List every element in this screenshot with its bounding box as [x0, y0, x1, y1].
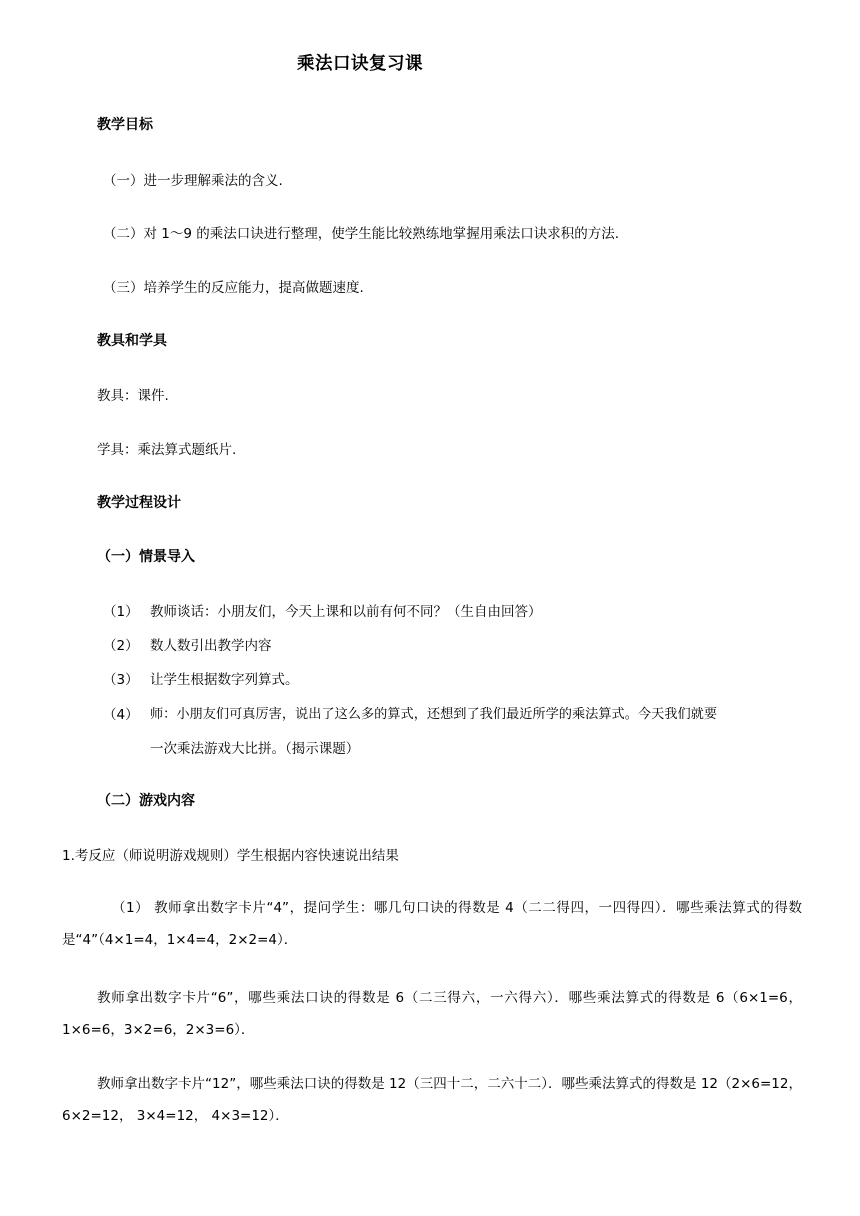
goal-item-3: （三）培养学生的反应能力，提高做题速度.: [103, 280, 364, 296]
page-title: 乘法口诀复习课: [297, 54, 423, 74]
list-item-text: 数人数引出教学内容: [150, 638, 272, 654]
game-paragraph-2: 教师拿出数字卡片“6”，哪些乘法口诀的得数是 6（二三得六，一六得六）．哪些乘法算式的得数是 6（6×1=6，1×6=6，3×2=6，2×3=6）．: [62, 990, 802, 1038]
goal-item-1: （一）进一步理解乘法的含义.: [103, 173, 283, 189]
game-paragraph-1: （1） 教师拿出数字卡片“4”，提问学生：哪几句口诀的得数是 4（二二得四，一四得四）．哪些乘法算式的得数是“4”（4×1=4，1×4=4，2×2=4）．: [62, 900, 802, 948]
list-item-text-continued: 一次乘法游戏大比拼。（揭示课题）: [150, 741, 360, 757]
game-paragraph-3: 教师拿出数字卡片“12”，哪些乘法口诀的得数是 12（三四十二，二六十二）．哪些乘法算式的得数是 12（2×6=12， 6×2=12， 3×4=12， 4×3=12）．: [62, 1076, 802, 1124]
list-item-number: （3）: [103, 672, 139, 688]
goal-item-2: （二）对 1～9 的乘法口诀进行整理，使学生能比较熟练地掌握用乘法口诀求积的方法.: [103, 226, 620, 242]
list-item-text: 师：小朋友们可真厉害，说出了这么多的算式，还想到了我们最近所学的乘法算式。今天我们就要: [150, 707, 718, 722]
section1-heading: （一）情景导入: [97, 549, 195, 565]
list-item-number: （1）: [103, 604, 139, 620]
game-rule: 1.考反应（师说明游戏规则）学生根据内容快速说出结果: [62, 848, 399, 864]
student-tools: 学具：乘法算式题纸片.: [97, 442, 237, 458]
list-item-text: 教师谈话：小朋友们，今天上课和以前有何不同？（生自由回答）: [150, 604, 542, 620]
process-heading: 教学过程设计: [97, 495, 181, 511]
list-item-number: （2）: [103, 638, 139, 654]
section2-heading: （二）游戏内容: [97, 793, 195, 809]
goals-heading: 教学目标: [97, 117, 153, 133]
tools-heading: 教具和学具: [97, 333, 167, 349]
list-item-number: （4）: [103, 707, 139, 723]
list-item-text: 让学生根据数字列算式。: [150, 672, 299, 688]
teacher-tools: 教具：课件.: [97, 388, 169, 404]
